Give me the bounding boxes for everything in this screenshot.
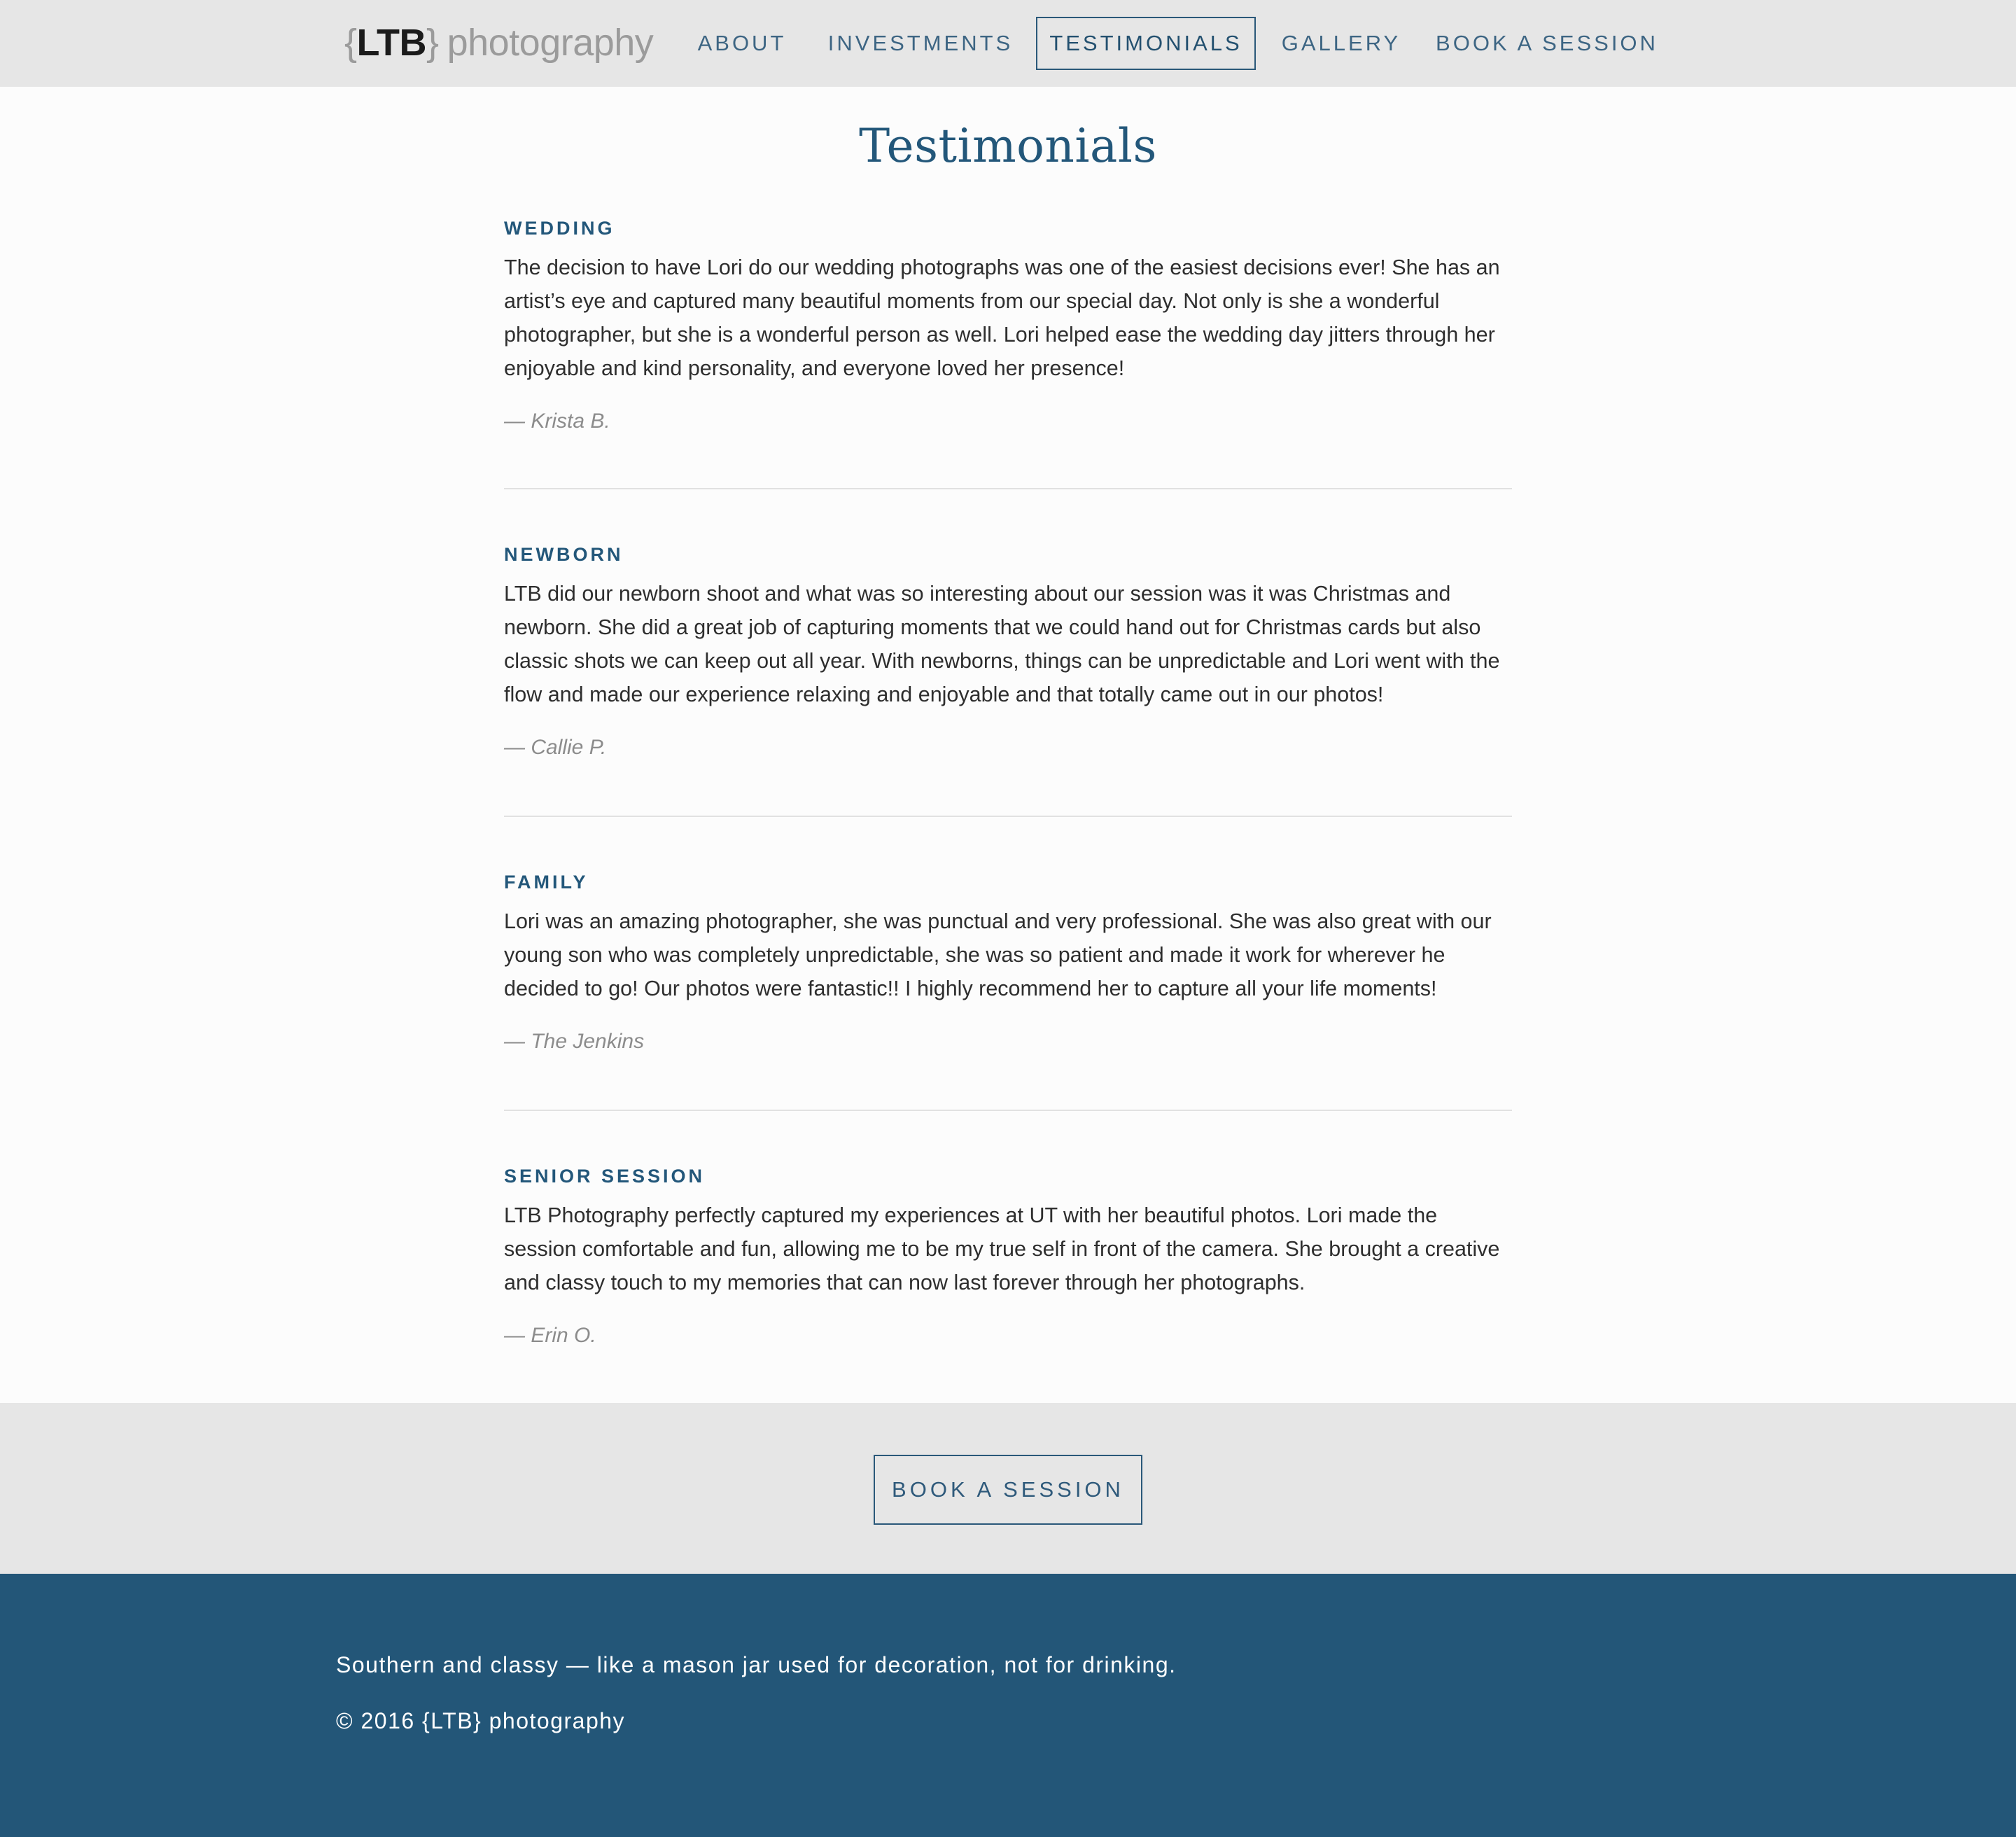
site-header [0, 0, 2016, 87]
testimonial-author: — The Jenkins [504, 1030, 645, 1053]
nav-testimonials[interactable]: TESTIMONIALS [1036, 17, 1256, 70]
logo-mark: LTB [356, 22, 427, 64]
testimonial-author: — Erin O. [504, 1324, 596, 1347]
nav-book-session[interactable]: BOOK A SESSION [1436, 31, 1658, 55]
site-logo[interactable] [344, 18, 653, 67]
logo-open-brace: { [344, 22, 357, 64]
testimonial-text: LTB did our newborn shoot and what was so interesting about our session was it was Christmas and newborn. She did a great job of capturing moments that we could hand out for Christmas cards but also classic shots we can keep out all year. With newborns, things can be unpredictable and Lori went with the flow and made our experience relaxing and enjoyable and that totally came out in our photos! [504, 582, 1500, 706]
testimonial-newborn [504, 540, 1512, 763]
testimonial-category: WEDDING [504, 218, 615, 239]
nav-investments[interactable]: INVESTMENTS [827, 31, 1014, 55]
logo-close-brace: } [426, 22, 439, 64]
site-footer [0, 1574, 2016, 1837]
section-divider [504, 488, 1512, 489]
testimonial-wedding [504, 214, 1512, 437]
testimonial-text: Lori was an amazing photographer, she was punctual and very professional. She was also great with our young son who was completely unpredictable, she was so patient and made it work for wherever he decided to go! Our photos were fantastic!! I highly recommend her to capture all your life moments! [504, 909, 1492, 1000]
testimonial-category: SENIOR SESSION [504, 1166, 706, 1187]
testimonial-text: The decision to have Lori do our wedding photographs was one of the easiest decisions ever! She has an artist’s eye and captured many beautiful moments from our special day. Not only is she a wonderful photographer, but she is a wonderful person as well. Lori helped ease the wedding day jitters through her enjoyable and kind personality, and everyone loved her presence! [504, 256, 1500, 380]
testimonial-text: LTB Photography perfectly captured my experiences at UT with her beautiful photos. Lori made the session comfortable and fun, allowing me to be my true self in front of the camera. She brought a creative and classy touch to my memories that can now last forever through her photographs. [504, 1203, 1500, 1294]
testimonial-category: NEWBORN [504, 544, 624, 565]
footer-tagline: Southern and classy — like a mason jar used for decoration, not for drinking. [336, 1652, 1177, 1677]
footer-copyright: © 2016 {LTB} photography [336, 1708, 626, 1733]
nav-gallery[interactable]: GALLERY [1281, 31, 1401, 55]
testimonial-senior-session [504, 1162, 1512, 1351]
testimonial-family [504, 868, 1512, 1057]
cta-band [0, 1403, 2016, 1574]
page-title: Testimonials [859, 119, 1157, 173]
book-session-button[interactable]: BOOK A SESSION [874, 1455, 1142, 1525]
logo-word: photography [447, 22, 654, 64]
section-divider [504, 1110, 1512, 1111]
testimonial-category: FAMILY [504, 872, 589, 893]
nav-about[interactable]: ABOUT [697, 31, 787, 55]
section-divider [504, 816, 1512, 817]
testimonial-author: — Krista B. [504, 410, 610, 433]
testimonial-author: — Callie P. [504, 736, 607, 759]
